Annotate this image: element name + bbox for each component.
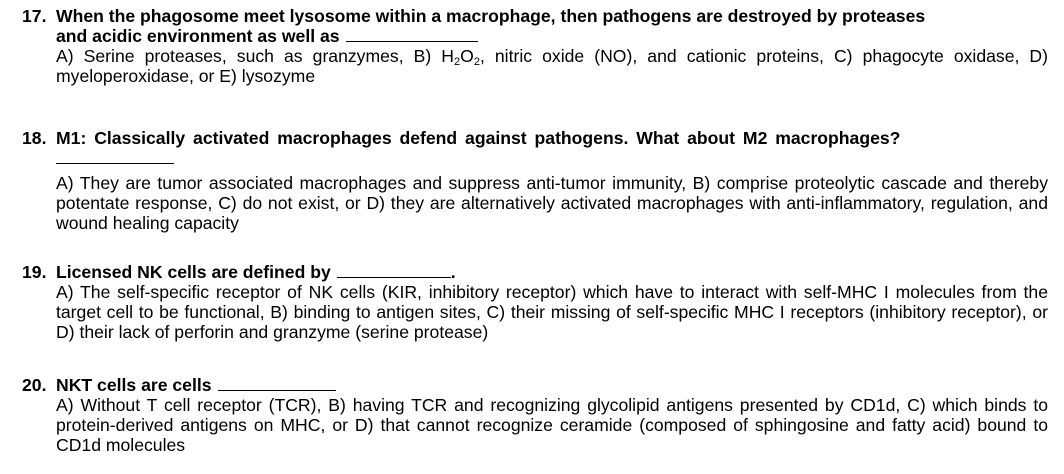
question-19 — [22, 262, 1048, 342]
question-18-blank-line — [22, 148, 1048, 168]
question-17-options: A) Serine proteases, such as granzymes, B) $H_2O_2$, nitric oxide (NO), and cationic proteins, C) phagocyte oxidase, D) myeloperoxidase, or E) lysozyme — [56, 46, 1048, 86]
question-17-stem-cont — [22, 26, 1048, 46]
question-number: 20. — [22, 375, 47, 395]
question-18-stem-text: M1: Classically activated macrophages defend against pathogens. What about M2 macrophages? — [56, 128, 901, 148]
answer-blank[interactable] — [56, 148, 174, 164]
question-17-stem — [22, 6, 1048, 26]
answer-blank[interactable] — [218, 375, 336, 391]
answer-blank[interactable] — [337, 262, 451, 278]
question-18-stem — [22, 128, 1048, 148]
answer-blank[interactable] — [346, 26, 478, 42]
question-18 — [22, 128, 1048, 233]
question-number: 18. — [22, 128, 47, 148]
question-18-options: A) They are tumor associated macrophages and suppress anti-tumor immunity, B) comprise proteolytic cascade and thereby potentate response, C) do not exist, or D) they are alternatively activated macrophages with anti-inflammatory, regulation, and wound healing capacity — [56, 173, 1048, 233]
question-number: 17. — [22, 6, 47, 26]
question-20-options: A) Without T cell receptor (TCR), B) having TCR and recognizing glycolipid antigens presented by CD1d, C) which binds to protein-derived antigens on MHC, or D) that cannot recognize ceramide (composed of sphingosine and fatty acid) bound to CD1d molecules — [56, 395, 1048, 455]
question-17 — [22, 6, 1048, 86]
question-number: 19. — [22, 262, 47, 282]
question-20-stem: 20. NKT cells are cells — [22, 375, 1048, 395]
question-20 — [22, 375, 1048, 455]
question-17-stem-line1: When the phagosome meet lysosome within a macrophage, then pathogens are destroyed by proteases — [56, 6, 926, 26]
question-19-options: A) The self-specific receptor of NK cells (KIR, inhibitory receptor) which have to interact with self-MHC I molecules from the target cell to be functional, B) binding to antigen sites, C) their missing of self-specific MHC I receptors (inhibitory receptor), or D) their lack of perforin and granzyme (serine protease) — [56, 282, 1048, 342]
question-19-stem: 19. Licensed NK cells are defined by . — [22, 262, 456, 282]
question-17-stem-line2: and acidic environment as well as — [56, 26, 340, 46]
